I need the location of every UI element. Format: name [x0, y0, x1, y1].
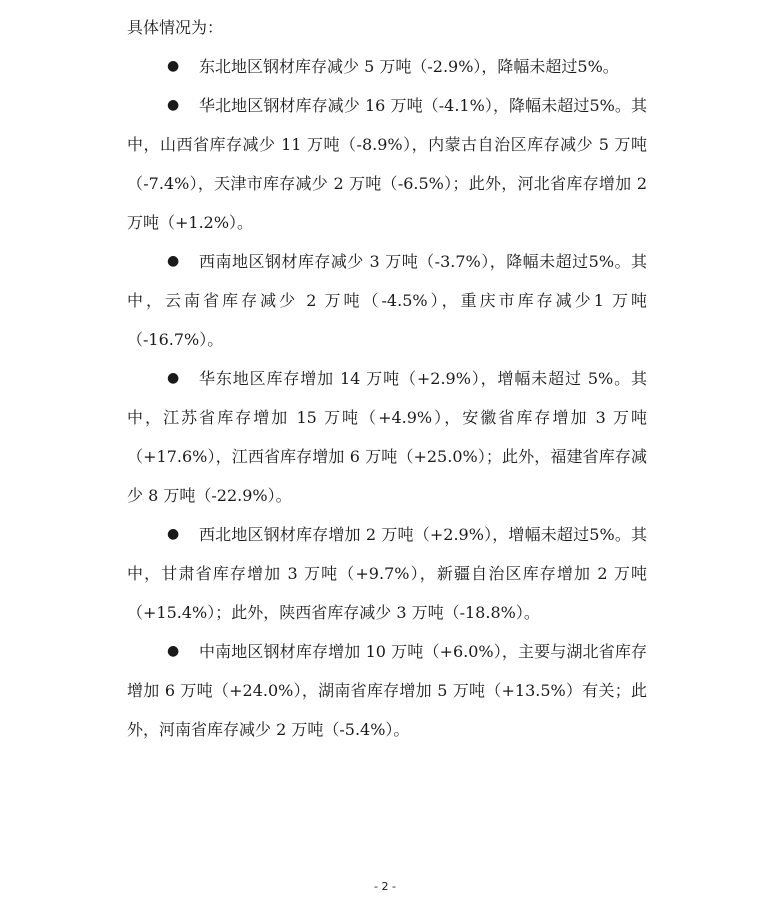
- list-item-text: 西北地区钢材库存增加 2 万吨（+2.9%），增幅未超过5%。其中，甘肃省库存增加 3 万吨（+9.7%），新疆自治区库存增加 2 万吨（+15.4%）；此外，陕西省库存减少 3 万吨（-18.8%）。: [127, 525, 647, 622]
- intro-line: 具体情况为：: [127, 18, 224, 37]
- list-item: [127, 86, 647, 242]
- bullet-icon: ●: [167, 97, 180, 113]
- bullet-icon: ●: [167, 58, 180, 74]
- list-item: [127, 359, 647, 515]
- bullet-icon: ●: [167, 526, 180, 542]
- list-item-text: 华北地区钢材库存减少 16 万吨（-4.1%），降幅未超过5%。其中，山西省库存减少 11 万吨（-8.9%），内蒙古自治区库存减少 5 万吨（-7.4%），天津市库存减少 2 万吨（-6.5%）；此外，河北省库存增加 2 万吨（+1.2%）。: [127, 96, 647, 232]
- bullet-icon: ●: [167, 370, 180, 386]
- list-item: [127, 242, 647, 359]
- list-item-text: 华东地区库存增加 14 万吨（+2.9%），增幅未超过 5%。其中，江苏省库存增加 15 万吨（+4.9%），安徽省库存增加 3 万吨（+17.6%），江西省库存增加 6 万吨（+25.0%）；此外，福建省库存减少 8 万吨（-22.9%）。: [127, 369, 647, 505]
- bullet-icon: ●: [167, 253, 180, 269]
- list-item-text: 东北地区钢材库存减少 5 万吨（-2.9%），降幅未超过5%。: [199, 57, 619, 76]
- list-item: [127, 47, 647, 86]
- list-item: [127, 515, 647, 632]
- document-body: [127, 8, 647, 749]
- page-number: - 2 -: [374, 880, 396, 893]
- bullet-icon: ●: [167, 643, 180, 659]
- list-item-text: 中南地区钢材库存增加 10 万吨（+6.0%），主要与湖北省库存增加 6 万吨（+24.0%），湖南省库存增加 5 万吨（+13.5%）有关；此外，河南省库存减少 2 万吨（-5.4%）。: [127, 642, 647, 739]
- list-item: [127, 632, 647, 749]
- list-item-text: 西南地区钢材库存减少 3 万吨（-3.7%），降幅未超过5%。其中，云南省库存减少 2 万吨（-4.5%），重庆市库存减少1 万吨（-16.7%）。: [127, 252, 647, 349]
